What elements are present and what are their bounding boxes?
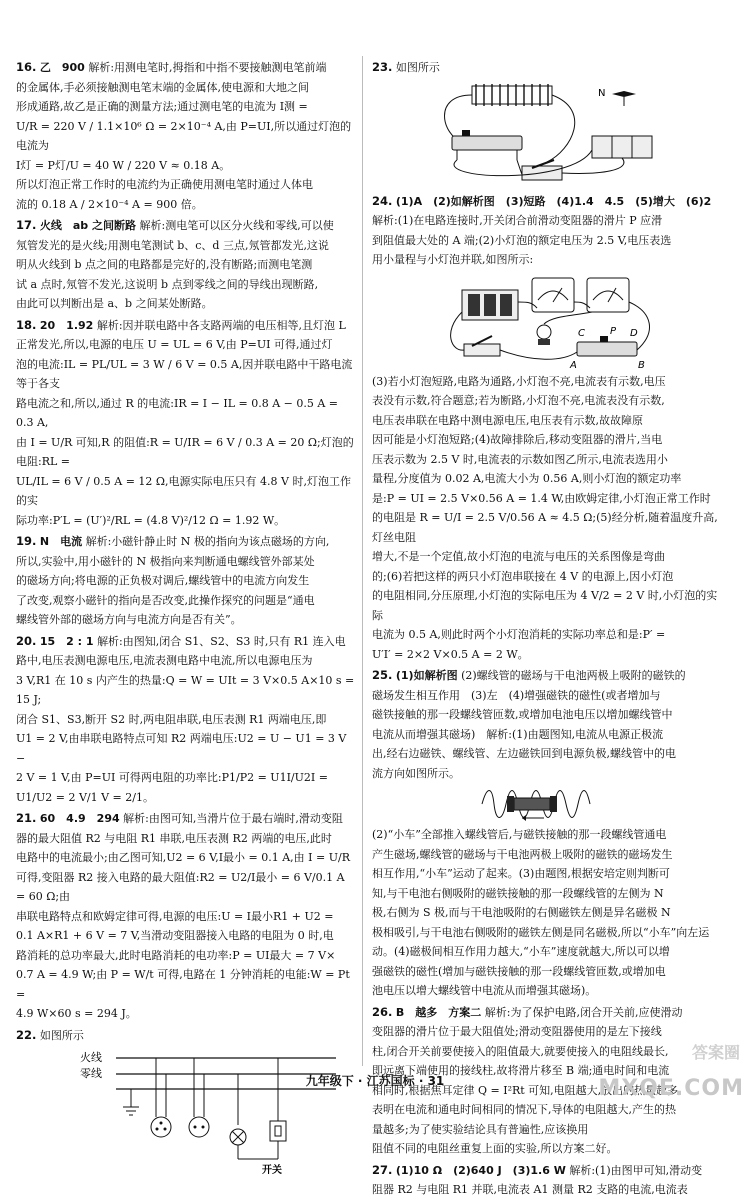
terminal-a-label: A: [570, 359, 577, 370]
explanation-line: 解析:测电笔可以区分火线和零线,可以使: [139, 219, 334, 232]
rheostat-icon: [577, 336, 637, 356]
compass-n-label: N: [598, 87, 606, 99]
explanation-line: U1 = 2 V,由串联电路特点可知 R2 两端电压:U2 = U − U1 = 3 V −: [16, 732, 347, 765]
explanation-line: 量程,分度值为 0.02 A,电流大小为 0.56 A,则小灯泡的额定功率: [372, 472, 682, 485]
explanation-line: 增大,不是一个定值,故小灯泡的电流与电压的关系图像是弯曲: [372, 550, 665, 563]
explanation-line: 到阻值最大处的 A 端;(2)小灯泡的额定电压为 2.5 V,电压表选: [372, 233, 672, 247]
explanation-line: 路消耗的总功率最大,此时电路消耗的电功率:P = UI最大 = 7 V×: [16, 948, 336, 962]
explanation-line: 流的 0.18 A / 2×10⁻⁴ A = 900 倍。: [16, 197, 203, 211]
switch-label: 开关: [262, 1165, 282, 1175]
battery-pack-icon: [462, 290, 518, 320]
explanation-line: 动。(4)磁极间相互作用力越大,“小车”速度就越大,所以可以增: [372, 945, 670, 958]
explanation-line: 螺线管外部的磁场方向与电流方向是否有关”。: [16, 613, 242, 626]
explanation-line: 相互作用,“小车”运动了起来。(3)由题图,根据安培定则判断可: [372, 867, 670, 880]
explanation-line: 相同时,根据焦耳定律 Q = I²Rt 可知,电阻越大,放出的热量越多,: [372, 1083, 682, 1097]
explanation-line: 路中,电压表测电源电压,电流表测电路中电流,所以电源电压为: [16, 654, 313, 667]
explanation-line: 极,右侧为 S 极,而与干电池吸附的右侧磁铁左侧是异名磁极 N: [372, 906, 671, 919]
compass-needle-icon: [612, 91, 636, 106]
right-column: [372, 58, 724, 1202]
explanation-line: 解析:为了保护电路,闭合开关前,应使滑动: [484, 1005, 683, 1019]
explanation-line: 试 a 点时,氖管不发光,这说明 b 点到零线之间的导线出现断路,: [16, 277, 319, 291]
terminal-c-label: C: [578, 327, 585, 339]
question-number: 19.: [16, 534, 37, 548]
explanation-line: 4.9 W×60 s = 294 J。: [16, 1007, 137, 1020]
bulb-icon: [537, 325, 551, 345]
answer: (1)A (2)如解析图 (3)短路 (4)1.4 4.5 (5)增大 (6)2: [395, 194, 712, 208]
voltmeter-icon: [587, 278, 629, 312]
answer: 20 1.92: [39, 318, 94, 332]
three-pin-socket-icon: [151, 1058, 171, 1137]
explanation-line: 因可能是小灯泡短路;(4)故障排除后,移动变阻器的滑片,当电: [372, 433, 663, 446]
explanation-line: U′I′ = 2×2 V×0.5 A = 2 W。: [372, 647, 529, 661]
question-number: 22.: [16, 1027, 37, 1042]
question-23: [372, 58, 724, 190]
watermark-url: MXQE.COM: [598, 1076, 744, 1101]
explanation-line: 解析:由图知,闭合 S1、S2、S3 时,只有 R1 连入电: [97, 634, 346, 648]
explanation-line: UL/IL = 6 V / 0.5 A = 12 Ω,电源实际电压只有 4.8 V 时,灯泡工作的实: [16, 474, 351, 507]
knife-switch-icon: [464, 336, 500, 356]
explanation-line: 柱,闭合开关前要使接入的阻值最大,就要使接入的电阻线最长,: [372, 1044, 669, 1058]
terminal-b-label: B: [638, 359, 645, 370]
answer: 60 4.9 294: [39, 812, 120, 825]
live-wire-label: 火线: [80, 1051, 102, 1064]
explanation-line: 磁铁接触的那一段螺线管匝数,或增加电池电压以增加螺线管中: [372, 708, 673, 721]
explanation-line: 阻器 R2 与电阻 R1 并联,电流表 A1 测量 R2 支路的电流,电流表: [372, 1183, 688, 1196]
explanation-line: 解析:(1)在电路连接时,开关闭合前滑动变阻器的滑片 P 应滑: [372, 214, 663, 227]
explanation-line: 是:P = UI = 2.5 V×0.56 A = 1.4 W,由欧姆定律,小灯泡正常工作时: [372, 491, 711, 505]
question-number: 23.: [372, 60, 393, 74]
explanation-line: 器的最大阻值 R2 与电阻 R1 串联,电压表测 R2 两端的电压,此时: [16, 831, 332, 845]
question-18: [16, 316, 356, 531]
explanation-line: 氖管发光的是火线;用测电笔测试 b、c、d 三点,氖管都发光,这说: [16, 238, 329, 252]
question-number: 24.: [372, 193, 393, 208]
explanation-line: 知,与干电池右侧吸附的磁铁接触的那一段螺线管的左侧为 N: [372, 886, 664, 900]
explanation-line: 的电阻是 R = U/I = 2.5 V/0.56 A ≈ 4.5 Ω;(5)经分析,随着温度升高,灯丝电阻: [372, 511, 718, 544]
explanation-line: 3 V,R1 在 10 s 内产生的热量:Q = W = UIt = 3 V×0.5 A×10 s = 15 J;: [16, 673, 355, 706]
answer: (1)10 Ω (2)640 J (3)1.6 W: [395, 1163, 566, 1177]
neutral-wire-label: 零线: [80, 1067, 102, 1080]
explanation-line: 解析:小磁针静止时 N 极的指向为该点磁场的方向,: [85, 535, 330, 548]
watermark-logo: 答案圈: [691, 1043, 740, 1062]
question-17: [16, 216, 356, 314]
question-16: [16, 58, 356, 214]
answer: N 电流: [39, 535, 83, 548]
explanation-line: 电流从而增强其磁场) 解析:(1)由题图知,电流从电源正极流: [372, 727, 664, 741]
explanation-line: I灯 = P灯/U = 40 W / 220 V ≈ 0.18 A。: [16, 158, 231, 172]
electromagnet-circuit-diagram: [372, 80, 702, 190]
explanation-line: 压表示数为 2.5 V 时,电流表的示数如图乙所示,电流表选用小: [372, 452, 668, 466]
explanation-line: 0.7 A = 4.9 W;由 P = W/t 可得,电路在 1 分钟消耗的电能:W = Pt =: [16, 968, 350, 1001]
explanation-line: U/R = 220 V / 1.1×10⁶ Ω = 2×10⁻⁴ A,由 P=UI,所以通过灯泡的电流为: [16, 119, 352, 152]
question-number: 20.: [16, 633, 37, 648]
explanation-line: 正常发光,所以,电源的电压 U = UL = 6 V,由 P=UI 可得,通过灯: [16, 338, 333, 351]
explanation-line: 电压表串联在电路中测电源电压,电压表有示数,故故障原: [372, 413, 643, 427]
explanation-line: 阻值不同的电阻丝重复上面的实验,所以方案二好。: [372, 1142, 618, 1155]
answer: B 越多 方案二: [395, 1005, 482, 1019]
column-divider: [362, 56, 363, 1066]
explanation-line: 解析:(1)由图甲可知,滑动变: [569, 1163, 703, 1177]
explanation-line: 形成通路,故乙是正确的测量方法;通过测电笔的电流为 I测 =: [16, 100, 308, 113]
explanation-line: 的;(6)若把这样的两只小灯泡串联接在 4 V 的电源上,因小灯泡: [372, 569, 674, 583]
explanation-line: 的磁场方向;将电源的正负极对调后,螺线管中的电流方向发生: [16, 574, 310, 587]
solenoid-icon: [472, 84, 552, 106]
page-footer: 九年级下 · 江苏国标 · 31: [305, 1074, 445, 1088]
explanation-line: 由 I = U/R 可知,R 的阻值:R = U/IR = 6 V / 0.3 A = 20 Ω;灯泡的电阻:RL =: [16, 435, 354, 468]
explanation-line: 2 V = 1 V,由 P=UI 可得两电阻的功率比:P1/P2 = U1I/U2I = U1/U2 = 2 V/1 V = 2/1。: [16, 771, 328, 804]
explanation-line: 所以,实验中,用小磁针的 N 极指向来判断通电螺线管外部某处: [16, 554, 315, 568]
battery-icon: [592, 136, 652, 158]
answer: 乙 900: [39, 61, 85, 74]
explanation-line: 际功率:P′L = (U′)²/RL = (4.8 V)²/12 Ω = 1.92 W。: [16, 513, 286, 527]
explanation-line: 所以灯泡正常工作时的电流约为正确使用测电笔时通过人体电: [16, 178, 313, 191]
figure-caption: 如图所示: [395, 61, 440, 74]
explanation-line: 泡的电流:IL = PL/UL = 3 W / 6 V = 0.5 A,因并联电路中干路电流等于各支: [16, 357, 353, 390]
explanation-line: 的金属体,手必须接触测电笔末端的金属体,使电源和大地之间: [16, 80, 309, 94]
slider-p-label: P: [610, 325, 617, 337]
question-27: [372, 1161, 724, 1200]
explanation-line: 明从火线到 b 点之间的电路都是完好的,没有断路;而测电笔测: [16, 258, 313, 271]
question-number: 18.: [16, 317, 37, 332]
question-24: [372, 192, 724, 665]
explanation-line: 量越多;为了使实验结论具有普遍性,应该换用: [372, 1122, 589, 1136]
question-number: 26.: [372, 1004, 393, 1019]
explanation-line: 出,经右边磁铁、螺线管、左边磁铁回到电源负极,螺线管中的电: [372, 747, 676, 760]
explanation-line: (2)螺线管的磁场与干电池两极上吸附的磁铁的: [461, 669, 686, 682]
explanation-line: 0.1 A×R1 + 6 V = 7 V,当滑动变阻器接入电路的电阻为 0 时,电: [16, 929, 334, 942]
question-number: 16.: [16, 60, 37, 74]
answer: 火线 ab 之间断路: [39, 219, 137, 232]
explanation-line: 串联电路特点和欧姆定律可得,电源的电压:U = I最小R1 + U2 =: [16, 909, 334, 923]
lamp-power-circuit-diagram: [372, 272, 702, 370]
explanation-line: 磁场发生相互作用 (3)左 (4)增强磁铁的磁性(或者增加与: [372, 688, 661, 702]
explanation-line: 的电阻相同,分压原理,小灯泡的实际电压为 4 V/2 = 2 V 时,小灯泡的实际: [372, 589, 718, 622]
explanation-line: 解析:因并联电路中各支路两端的电压相等,且灯泡 L: [96, 318, 346, 332]
question-25: [372, 666, 724, 1001]
explanation-line: 解析:由图可知,当滑片位于最右端时,滑动变阻: [123, 812, 343, 825]
explanation-line: 表没有示数,符合题意;若为断路,小灯泡不亮,电流表没有示数,: [372, 394, 665, 407]
explanation-line: 电流为 0.5 A,则此时两个小灯泡消耗的实际功率总和是:P′ =: [372, 628, 666, 641]
explanation-line: 强磁铁的磁性(增加与磁铁接触的那一段螺线管匝数,或增加电: [372, 964, 666, 978]
battery-magnet-icon: [507, 796, 557, 812]
question-21: [16, 809, 356, 1024]
question-22: [16, 1026, 356, 1176]
explanation-line: 极相吸引,与干电池右侧吸附的磁铁左侧是同名磁极,所以“小车”向左运: [372, 925, 710, 939]
answer: 15 2 : 1: [39, 634, 94, 648]
explanation-line: 闭合 S1、S3,断开 S2 时,两电阻串联,电压表测 R1 两端电压,即: [16, 712, 327, 726]
explanation-line: 产生磁场,螺线管的磁场与干电池两极上吸附的磁铁的磁场发生: [372, 847, 673, 861]
question-number: 17.: [16, 218, 37, 232]
figure-caption: 如图所示: [39, 1028, 84, 1042]
explanation-line: 用小量程与小灯泡并联,如图所示:: [372, 253, 534, 266]
explanation-line: 了改变,观察小磁针的指向是否改变,此操作探究的问题是“通电: [16, 593, 315, 607]
battery-train-coil-diagram: [372, 785, 702, 823]
question-19: [16, 532, 356, 630]
question-20: [16, 632, 356, 808]
left-column: [16, 58, 356, 1177]
explanation-line: (2)“小车”全部推入螺线管后,与磁铁接触的那一段螺线管通电: [372, 828, 667, 841]
rheostat-icon: [452, 130, 522, 160]
explanation-line: (3)若小灯泡短路,电路为通路,小灯泡不亮,电流表有示数,电压: [372, 374, 666, 388]
explanation-line: 即远离下端使用的接线柱,故将滑片移至 B 端;通电时间和电流: [372, 1064, 670, 1077]
answer: (1)如解析图: [395, 669, 458, 682]
explanation-line: 可得,变阻器 R2 接入电路的最大阻值:R2 = U2/I最小 = 6 V/0.1 A = 60 Ω;由: [16, 870, 345, 903]
ammeter-icon: [532, 278, 574, 312]
explanation-line: 电路中的电流最小;由乙图可知,U2 = 6 V,I最小 = 0.1 A,由 I = U/R: [16, 851, 350, 864]
question-number: 27.: [372, 1162, 393, 1177]
explanation-line: 池电压以增大螺线管中电流从而增强其磁场)。: [372, 984, 597, 997]
terminal-d-label: D: [630, 327, 638, 339]
question-number: 21.: [16, 811, 37, 825]
explanation-line: 由此可以判断出是 a、b 之间某处断路。: [16, 297, 213, 310]
explanation-line: 表明在电流和通电时间相同的情况下,导体的电阻越大,产生的热: [372, 1103, 676, 1116]
explanation-line: 变阻器的滑片位于最大阻值处;滑动变阻器使用的是左下接线: [372, 1025, 662, 1038]
explanation-line: 解析:用测电笔时,拇指和中指不要接触测电笔前端: [88, 61, 327, 74]
explanation-line: 路电流之和,所以,通过 R 的电流:IR = I − IL = 0.8 A − 0.5 A = 0.3 A,: [16, 396, 339, 429]
two-pin-socket-icon: [189, 1058, 209, 1137]
household-circuit-diagram: [16, 1047, 346, 1175]
question-number: 25.: [372, 668, 393, 682]
explanation-line: 流方向如图所示。: [372, 766, 460, 780]
